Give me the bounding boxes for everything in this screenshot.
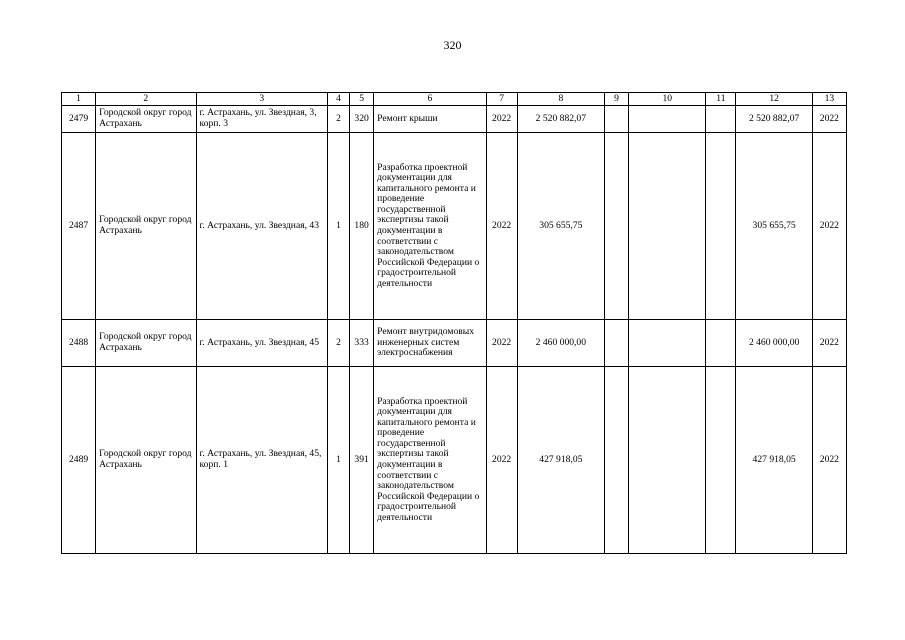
col9-cell xyxy=(605,367,629,554)
table-row xyxy=(62,320,847,367)
year-cell: 2022 xyxy=(486,367,517,554)
col13-cell: 2022 xyxy=(812,320,846,367)
column-header: 7 xyxy=(486,93,517,106)
municipality-cell: Городской округ город Астрахань xyxy=(96,320,196,367)
municipality-cell: Городской округ город Астрахань xyxy=(96,367,196,554)
column-header: 4 xyxy=(328,93,350,106)
col12-cell: 2 460 000,00 xyxy=(736,320,812,367)
col5-cell: 333 xyxy=(350,320,374,367)
column-header: 2 xyxy=(96,93,196,106)
column-header: 11 xyxy=(706,93,736,106)
municipality-cell: Городской округ город Астрахань xyxy=(96,133,196,320)
year-cell: 2022 xyxy=(486,106,517,133)
row-number: 2487 xyxy=(62,133,96,320)
table-row xyxy=(62,106,847,133)
col11-cell xyxy=(706,106,736,133)
col13-cell: 2022 xyxy=(812,367,846,554)
col11-cell xyxy=(706,133,736,320)
column-header: 9 xyxy=(605,93,629,106)
work-type-cell: Ремонт крыши xyxy=(374,106,486,133)
col9-cell xyxy=(605,106,629,133)
row-number: 2488 xyxy=(62,320,96,367)
municipality-cell: Городской округ город Астрахань xyxy=(96,106,196,133)
address-cell: г. Астрахань, ул. Звездная, 45, корп. 1 xyxy=(196,367,328,554)
row-number: 2479 xyxy=(62,106,96,133)
col4-cell: 2 xyxy=(328,320,350,367)
column-header: 1 xyxy=(62,93,96,106)
column-header: 6 xyxy=(374,93,486,106)
year-cell: 2022 xyxy=(486,133,517,320)
column-header: 12 xyxy=(736,93,812,106)
col5-cell: 320 xyxy=(350,106,374,133)
col4-cell: 1 xyxy=(328,367,350,554)
work-type-cell: Разработка проектной документации для капитального ремонта и проведение государственной экспертизы такой документации в соответствии с законодательством Российской Федерации о градостроительной деятельности xyxy=(374,367,486,554)
address-cell: г. Астрахань, ул. Звездная, 45 xyxy=(196,320,328,367)
address-cell: г. Астрахань, ул. Звездная, 3, корп. 3 xyxy=(196,106,328,133)
col12-cell: 305 655,75 xyxy=(736,133,812,320)
col4-cell: 2 xyxy=(328,106,350,133)
table-row xyxy=(62,133,847,320)
col13-cell: 2022 xyxy=(812,133,846,320)
col10-cell xyxy=(629,106,706,133)
col10-cell xyxy=(629,133,706,320)
work-type-cell: Разработка проектной документации для капитального ремонта и проведение государственной экспертизы такой документации в соответствии с законодательством Российской Федерации о градостроительной деятельности xyxy=(374,133,486,320)
col11-cell xyxy=(706,367,736,554)
cost-cell: 2 460 000,00 xyxy=(517,320,604,367)
col11-cell xyxy=(706,320,736,367)
column-header: 5 xyxy=(350,93,374,106)
cost-cell: 2 520 882,07 xyxy=(517,106,604,133)
cost-cell: 305 655,75 xyxy=(517,133,604,320)
col5-cell: 180 xyxy=(350,133,374,320)
col4-cell: 1 xyxy=(328,133,350,320)
column-header: 8 xyxy=(517,93,604,106)
column-header: 13 xyxy=(812,93,846,106)
header-row xyxy=(62,93,847,106)
col13-cell: 2022 xyxy=(812,106,846,133)
col5-cell: 391 xyxy=(350,367,374,554)
page-number: 320 xyxy=(443,38,462,52)
col12-cell: 427 918,05 xyxy=(736,367,812,554)
row-number: 2489 xyxy=(62,367,96,554)
address-cell: г. Астрахань, ул. Звездная, 43 xyxy=(196,133,328,320)
col9-cell xyxy=(605,133,629,320)
column-header: 10 xyxy=(629,93,706,106)
work-type-cell: Ремонт внутридомовых инженерных систем электроснабжения xyxy=(374,320,486,367)
year-cell: 2022 xyxy=(486,320,517,367)
cost-cell: 427 918,05 xyxy=(517,367,604,554)
col9-cell xyxy=(605,320,629,367)
repair-program-table xyxy=(61,92,847,554)
table-row xyxy=(62,367,847,554)
col10-cell xyxy=(629,320,706,367)
col12-cell: 2 520 882,07 xyxy=(736,106,812,133)
col10-cell xyxy=(629,367,706,554)
column-header: 3 xyxy=(196,93,328,106)
